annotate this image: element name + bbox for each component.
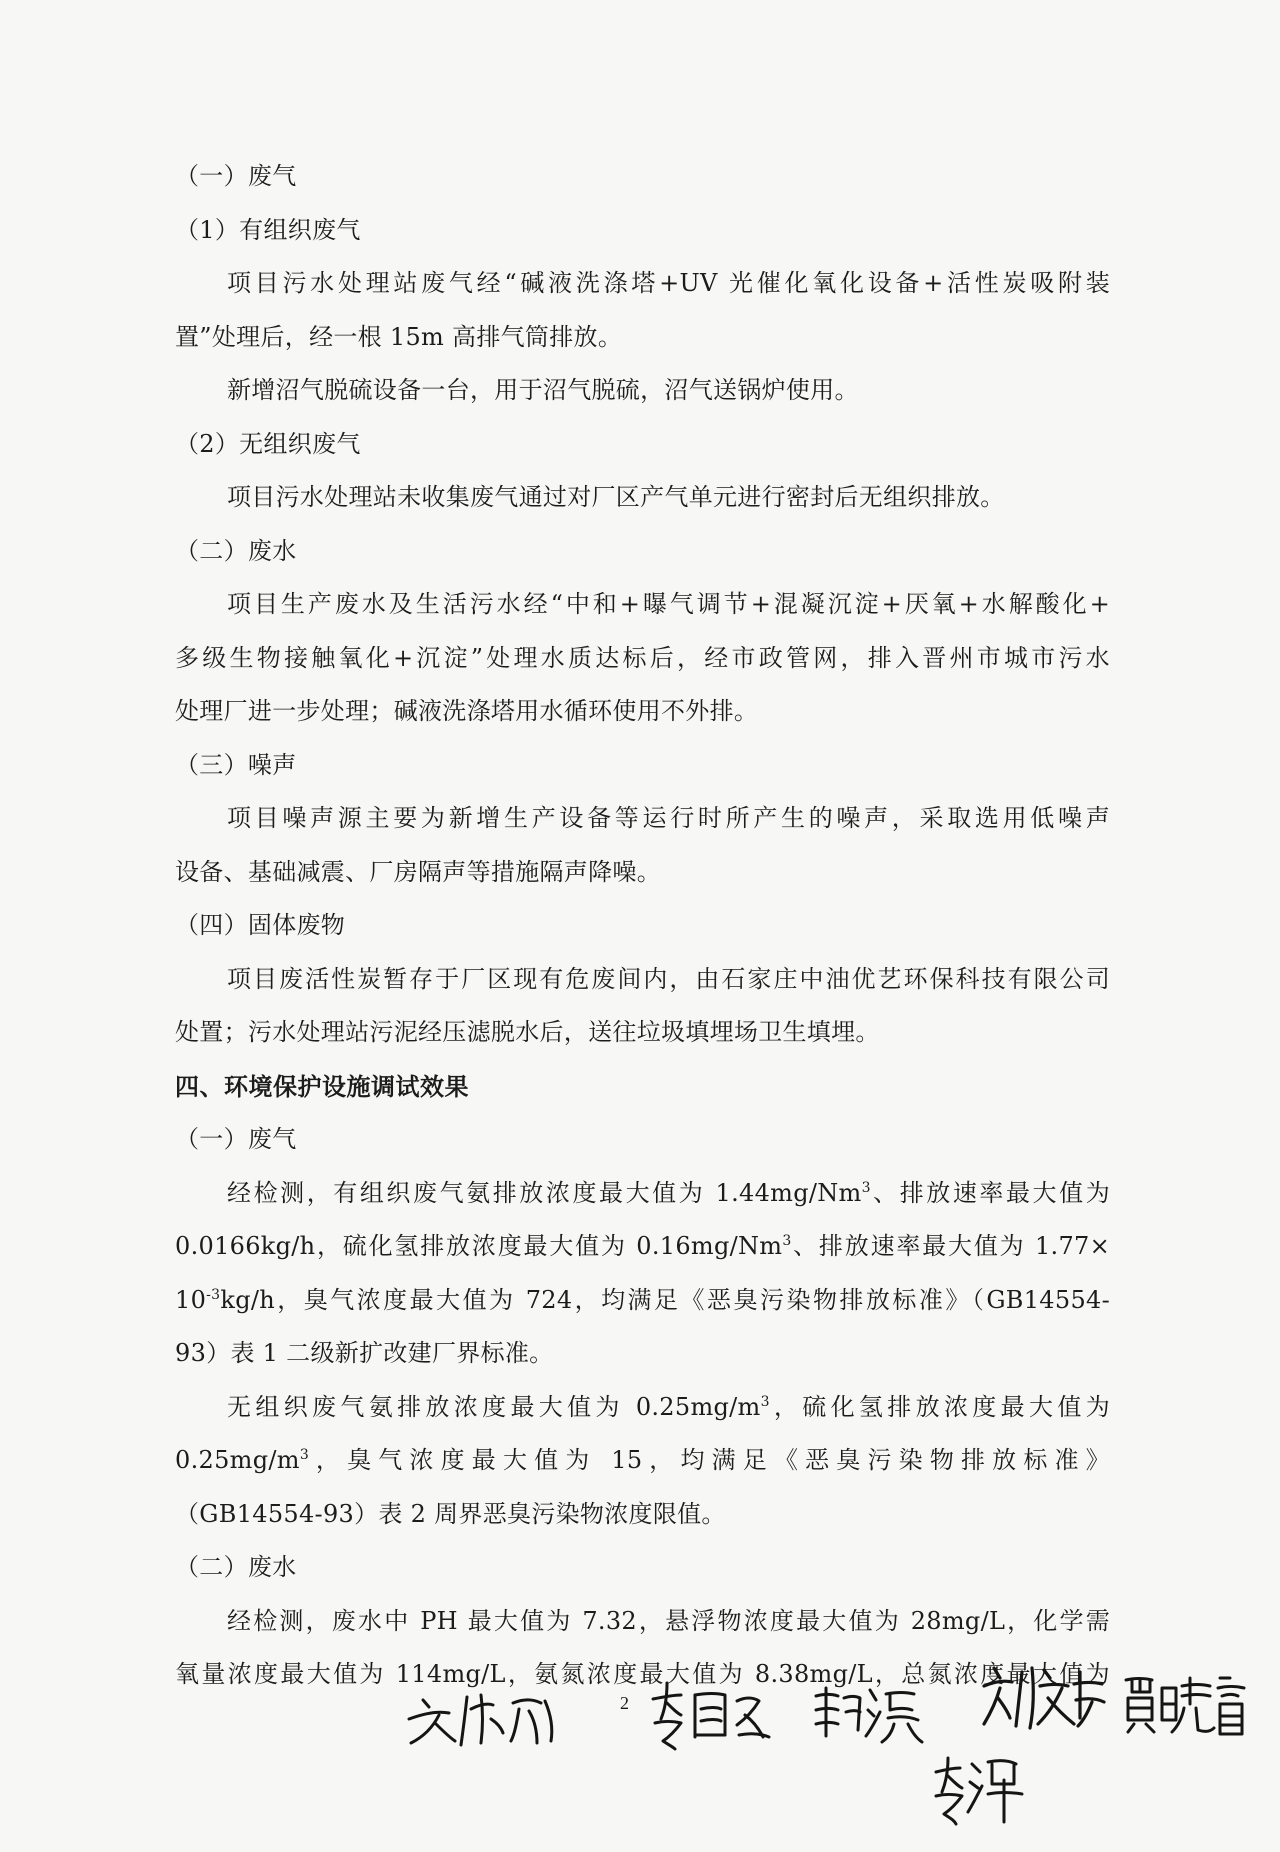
- superscript: 3: [760, 1393, 770, 1410]
- paragraph-line: （GB14554-93）表 2 周界恶臭污染物浓度限值。: [175, 1499, 726, 1528]
- text-segment: 0.25mg/m: [175, 1446, 300, 1474]
- paragraph-line: [175, 1434, 1110, 1488]
- signature-3: [810, 1680, 930, 1750]
- page-number: 2: [620, 1693, 629, 1713]
- paragraph-line: 处理厂进一步处理；碱液洗涤塔用水循环使用不外排。: [175, 697, 759, 725]
- subheading-unorganized-gas: （2）无组织废气: [175, 429, 361, 458]
- paragraph-line: 经检测，废水中 PH 最大值为 7.32，悬浮物浓度最大值为 28mg/L，化学需: [227, 1606, 1110, 1635]
- paragraph-line: [175, 1274, 1110, 1328]
- signature-5: [1120, 1668, 1250, 1743]
- section-heading-waste-gas: （一）废气: [175, 162, 297, 190]
- paragraph-line: 多级生物接触氧化+沉淀”处理水质达标后，经市政管网，排入晋州市城市污水: [175, 643, 1110, 672]
- section-heading-waste-gas-results: （一）废气: [175, 1125, 297, 1153]
- section-heading-wastewater-results: （二）废水: [175, 1553, 297, 1581]
- text-segment: ，臭气浓度最大值为 15，均满足《恶臭污染物排放标准》: [309, 1446, 1110, 1474]
- signature-4: [980, 1658, 1110, 1738]
- text-segment: ，硫化氢排放浓度最大值为: [769, 1392, 1110, 1421]
- paragraph-line: 氧量浓度最大值为 114mg/L，氨氮浓度最大值为 8.38mg/L，总氮浓度最大值为: [175, 1660, 1110, 1688]
- paragraph-line: 项目污水处理站废气经“碱液洗涤塔+UV 光催化氧化设备+活性炭吸附装: [227, 269, 1110, 297]
- paragraph-line: 新增沼气脱硫设备一台，用于沼气脱硫，沼气送锅炉使用。: [227, 376, 859, 404]
- signature-6: [930, 1752, 1030, 1827]
- text-segment: kg/h，臭气浓度最大值为 724，均满足《恶臭污染物排放标准》（GB14554-: [220, 1285, 1110, 1314]
- paragraph-line: 93）表 1 二级新扩改建厂界标准。: [175, 1339, 554, 1367]
- paragraph-line: 项目废活性炭暂存于厂区现有危废间内，由石家庄中油优艺环保科技有限公司: [227, 964, 1110, 993]
- text-segment: 经检测，有组织废气氨排放浓度最大值为 1.44mg/Nm: [227, 1178, 862, 1207]
- paragraph-line: 项目生产废水及生活污水经“中和+曝气调节+混凝沉淀+厌氧+水解酸化+: [227, 590, 1110, 618]
- signature-1: [405, 1675, 575, 1750]
- document-body: [175, 150, 1110, 1702]
- paragraph-line: 处置；污水处理站污泥经压滤脱水后，送往垃圾填埋场卫生填埋。: [175, 1018, 880, 1046]
- section-heading-wastewater: （二）废水: [175, 536, 297, 565]
- text-segment: 、排放速率最大值为 1.77×: [791, 1232, 1110, 1260]
- superscript: 3: [299, 1447, 310, 1463]
- paragraph-line: [175, 1220, 1110, 1274]
- text-segment: 无组织废气氨排放浓度最大值为 0.25mg/m: [227, 1392, 761, 1421]
- section-heading-debugging-results: 四、环境保护设施调试效果: [175, 1071, 469, 1101]
- superscript: 3: [782, 1233, 792, 1249]
- paragraph-line: [175, 1167, 1110, 1221]
- section-heading-solid-waste: （四）固体废物: [175, 911, 346, 939]
- paragraph-line: 项目噪声源主要为新增生产设备等运行时所产生的噪声，采取选用低噪声: [227, 804, 1110, 832]
- text-segment: 10: [175, 1285, 207, 1314]
- superscript: 3: [861, 1179, 871, 1196]
- superscript: -3: [206, 1286, 221, 1303]
- paragraph-line: 置”处理后，经一根 15m 高排气筒排放。: [175, 322, 623, 351]
- paragraph-line: [175, 1381, 1110, 1435]
- text-segment: 、排放速率最大值为: [870, 1178, 1110, 1207]
- paragraph-line: 项目污水处理站未收集废气通过对厂区产气单元进行密封后无组织排放。: [227, 483, 1005, 511]
- text-segment: 0.0166kg/h，硫化氢排放浓度最大值为 0.16mg/Nm: [175, 1232, 783, 1260]
- section-heading-noise: （三）噪声: [175, 750, 297, 779]
- paragraph-line: 设备、基础减震、厂房隔声等措施隔声降噪。: [175, 857, 661, 886]
- subheading-organized-gas: （1）有组织废气: [175, 215, 361, 244]
- signature-2: [645, 1675, 775, 1755]
